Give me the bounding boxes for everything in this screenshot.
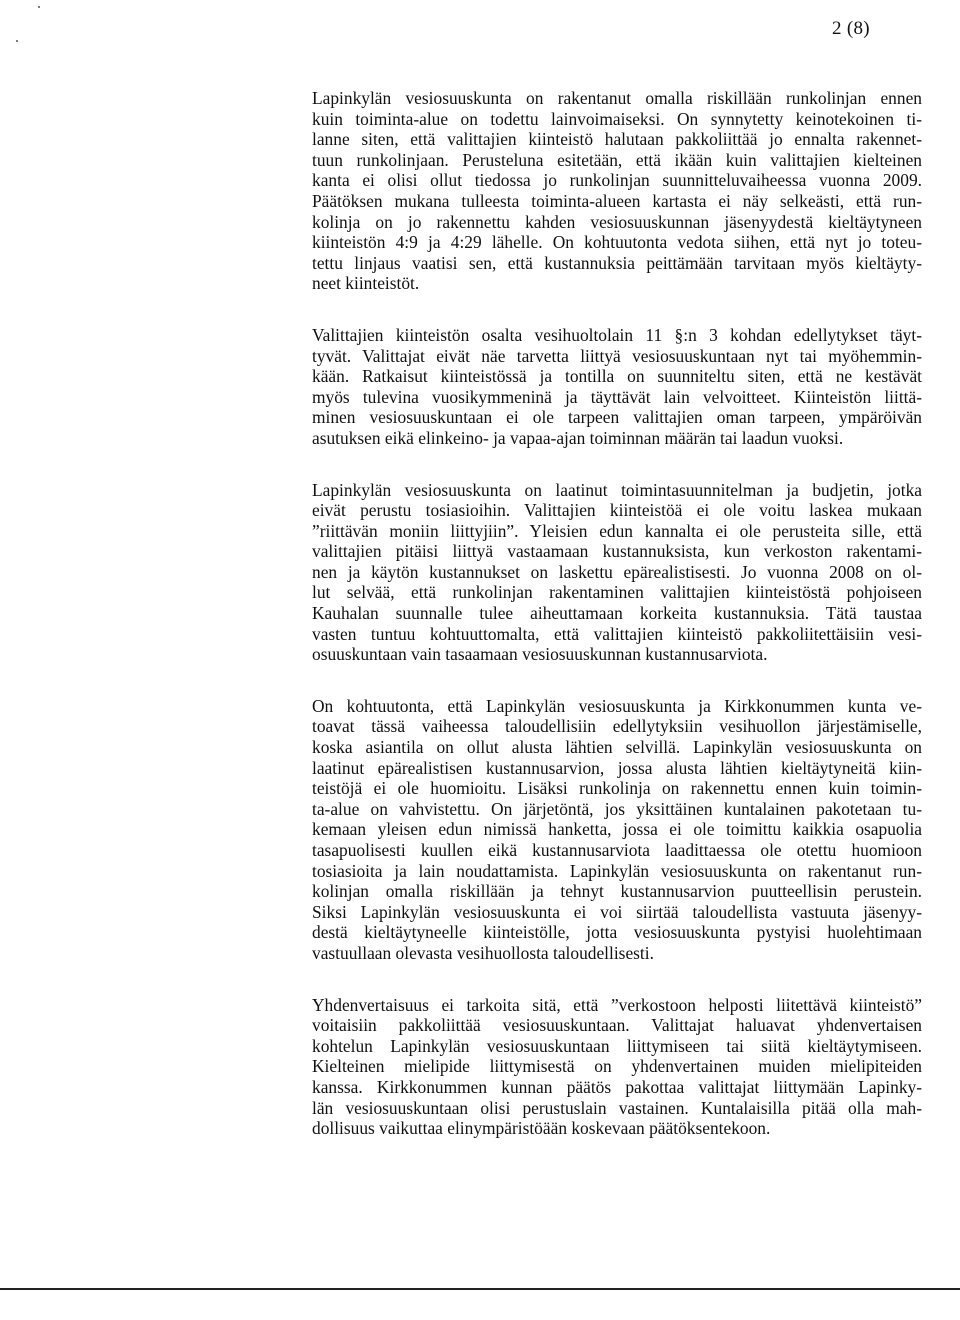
- text-line: tyvät. Valittajat eivät näe tarvetta liittyä vesiosuuskuntaan nyt tai myöhemmin-: [312, 345, 922, 366]
- text-line: lut selvää, että runkolinjan rakentaminen valittajien kiinteistöstä pohjoiseen: [312, 582, 922, 603]
- text-line: tuun runkolinjaan. Perusteluna esitetään, että ikään kuin valittajien kielteinen: [312, 149, 922, 170]
- text-line: koska asiantila on ollut alusta lähtien selvillä. Lapinkylän vesiosuuskunta on: [312, 737, 922, 758]
- text-line: kolinjan omalla riskillään ja tehnyt kustannusarvion puutteellisin perustein.: [312, 881, 922, 902]
- text-line: lanne siten, että valittajien kiinteistö halutaan pakkoliittää jo ennalta rakennet-: [312, 129, 922, 150]
- text-line: kään. Ratkaisut kiinteistössä ja tontilla on suunniteltu siten, että ne kestävät: [312, 366, 922, 387]
- text-line: teistöjä ei ole huomioitu. Lisäksi runkolinja on rakennettu ennen kuin toimin-: [312, 778, 922, 799]
- text-line: osuuskuntaan vain tasaamaan vesiosuuskunnan kustannusarviota.: [312, 644, 768, 665]
- paragraph: [312, 696, 922, 964]
- text-line: destä kieltäytyneelle kiinteistölle, jotta vesiosuuskunta pystyisi huolehtimaan: [312, 922, 922, 943]
- text-line: vastuullaan olevasta vesihuollosta taloudellisesti.: [312, 942, 654, 963]
- text-line: kolinja on jo rakennettu kahden vesiosuuskunnan jäsenyydestä kieltäytyneen: [312, 211, 922, 232]
- text-line: voitaisiin pakkoliittää vesiosuuskuntaan. Valittajat haluavat yhdenvertaisen: [312, 1015, 922, 1036]
- text-line: ”riittävän moniin liittyjiin”. Yleisien edun kannalta ei ole perusteita sille, että: [312, 520, 922, 541]
- text-line: Kauhalan suunnalle tulee aiheuttamaan korkeita kustannuksia. Tätä taustaa: [312, 603, 922, 624]
- text-line: kanta ei olisi ollut tiedossa jo runkolinjan suunnitteluvaiheessa vuonna 2009.: [312, 170, 922, 191]
- text-line: kanssa. Kirkkonummen kunnan päätös pakottaa valittajat liittymään Lapinky-: [312, 1076, 922, 1097]
- text-line: kohtelun Lapinkylän vesiosuuskuntaan liittymiseen tai siitä kieltäytymiseen.: [312, 1035, 922, 1056]
- paragraph: [312, 480, 922, 665]
- text-line: Lapinkylän vesiosuuskunta on rakentanut omalla riskillään runkolinjan ennen: [312, 88, 922, 108]
- text-line: valittajien pitäisi liittyä vastaamaan kustannuksista, kun verkoston rakentami-: [312, 541, 922, 562]
- text-line: laatinut epärealistisen kustannusarvion, jossa alusta lähtien kieltäytyneitä kiin-: [312, 757, 922, 778]
- text-line: Päätöksen mukana tulleesta toiminta-alueen kartasta ei näy selkeästi, että run-: [312, 190, 922, 211]
- text-line: Yhdenvertaisuus ei tarkoita sitä, että ”verkostoon helposti liitettävä kiinteistö”: [312, 994, 922, 1015]
- text-line: tosiasioita ja lain noudattamista. Lapinkylän vesiosuuskunta on rakentanut run-: [312, 860, 922, 881]
- text-line: kemaan yleisen edun nimissä hanketta, jossa ei ole toimittu kaikkia osapuolia: [312, 819, 922, 840]
- text-line: kiinteistön 4:9 ja 4:29 lähelle. On kohtuutonta vedota siihen, että nyt jo toteu-: [312, 232, 922, 253]
- text-line: tasapuolisesti kuullen eikä kustannusarviota laadittaessa ole otettu huomioon: [312, 840, 922, 860]
- text-line: myös tulevina vuosikymmeninä ja täyttävät lain velvoitteet. Kiinteistön liittä-: [312, 386, 922, 407]
- text-line: Lapinkylän vesiosuuskunta on laatinut toimintasuunnitelman ja budjetin, jotka: [312, 479, 922, 500]
- scan-speck: [38, 6, 40, 8]
- text-line: eivät perustu tosiasioihin. Valittajien kiinteistöä ei ole voitu laskea mukaan: [312, 500, 922, 521]
- paragraph: [312, 325, 922, 449]
- paragraph: [312, 88, 922, 294]
- text-line: asutuksen eikä elinkeino- ja vapaa-ajan toiminnan määrän tai laadun vuoksi.: [312, 427, 844, 448]
- paragraph: [312, 995, 922, 1139]
- text-line: toavat tässä vaiheessa taloudellisiin edellytyksiin vesihuollon järjestämiselle,: [312, 716, 922, 737]
- text-line: ta-alue on vahvistettu. On järjetöntä, jos yksittäinen kuntalainen pakotetaan tu-: [312, 798, 922, 819]
- text-line: dollisuus vaikuttaa elinympäristöään koskevaan päätöksentekoon.: [312, 1118, 771, 1139]
- text-line: nen ja käytön kustannukset on laskettu epärealistisesti. Jo vuonna 2008 on ol-: [312, 561, 922, 582]
- scan-speck: [16, 40, 18, 42]
- text-line: neet kiinteistöt.: [312, 273, 420, 294]
- text-line: minen vesiosuuskuntaan ei ole tarpeen valittajien oman tarpeen, ympäröivän: [312, 407, 922, 428]
- text-line: Siksi Lapinkylän vesiosuuskunta ei voi siirtää taloudellista vastuuta jäsenyy-: [312, 901, 922, 922]
- text-line: kuin toiminta-alue on todettu lainvoimaiseksi. On synnytetty keinotekoinen ti-: [312, 108, 922, 129]
- footer-rule: [0, 1288, 960, 1290]
- page-number: 2 (8): [832, 18, 870, 39]
- text-line: Valittajien kiinteistön osalta vesihuoltolain 11 §:n 3 kohdan edellytykset täyt-: [312, 324, 922, 345]
- text-line: vasten tuntuu kohtuuttomalta, että valittajien kiinteistö pakkoliitettäisiin vesi-: [312, 623, 922, 644]
- letter-body: [312, 88, 922, 1170]
- text-line: län vesiosuuskuntaan olisi perustuslain vastainen. Kuntalaisilla pitää olla mah-: [312, 1097, 922, 1118]
- text-line: tettu linjaus vaatisi sen, että kustannuksia peittämään tarvitaan myös kieltäyty-: [312, 252, 922, 273]
- text-line: On kohtuutonta, että Lapinkylän vesiosuuskunta ja Kirkkonummen kunta ve-: [312, 695, 922, 716]
- text-line: Kielteinen mielipide liittymisestä on yhdenvertainen muiden mielipiteiden: [312, 1056, 922, 1077]
